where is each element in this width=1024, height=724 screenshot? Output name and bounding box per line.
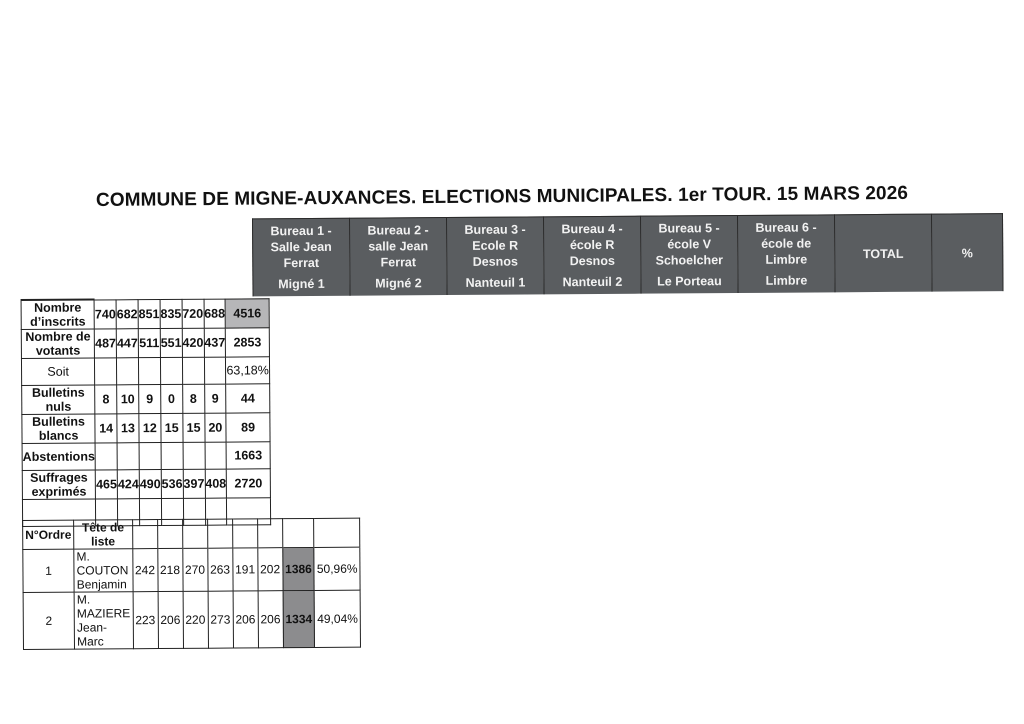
bureau-name: Bureau 2 - salle Jean Ferrat xyxy=(367,223,429,270)
cell-value xyxy=(182,357,204,384)
bureau-header-1 xyxy=(252,218,350,297)
vote-count: 191 xyxy=(232,548,257,591)
head-of-list: M. COUTON Benjamin xyxy=(74,549,133,592)
row-label: Nombre de votants xyxy=(21,329,94,359)
cell-value: 12 xyxy=(139,414,161,443)
vote-count: 218 xyxy=(157,548,182,591)
cell-value: 397 xyxy=(183,469,205,498)
cell-value xyxy=(139,443,161,470)
total-cell: 63,18% xyxy=(226,357,270,384)
vote-count: 202 xyxy=(257,548,282,591)
cell-value: 490 xyxy=(139,470,161,499)
cell-value: 551 xyxy=(160,328,182,357)
lists-table xyxy=(22,518,361,650)
total-cell: 44 xyxy=(226,384,270,413)
cell-value xyxy=(117,443,139,470)
cell-value: 720 xyxy=(182,299,204,329)
cell-value: 437 xyxy=(204,328,226,357)
vote-percent: 50,96% xyxy=(314,547,360,590)
cell-value: 851 xyxy=(138,299,160,329)
bureau-name: Bureau 4 - école R Desnos xyxy=(561,221,623,269)
lists-header-row xyxy=(23,518,360,549)
order-number: 1 xyxy=(23,549,74,592)
cell-value: 408 xyxy=(205,469,227,498)
cell-value: 14 xyxy=(95,414,117,443)
cell-value: 465 xyxy=(95,470,117,499)
percent-header: % xyxy=(931,213,1004,292)
total-cell: 4516 xyxy=(225,298,269,328)
bureau-header-4 xyxy=(543,216,641,295)
total-votes: 1334 xyxy=(283,590,315,647)
bureau-name: Bureau 5 - école V Schoelcher xyxy=(655,221,724,268)
bureau-name: Bureau 6 - école de Limbre xyxy=(755,220,817,267)
vote-percent: 49,04% xyxy=(314,590,360,647)
empty-cell xyxy=(182,519,207,548)
cell-value: 740 xyxy=(94,299,116,329)
bureau-header-2 xyxy=(349,217,447,296)
cell-value xyxy=(138,358,160,385)
cell-value: 447 xyxy=(116,329,138,358)
cell-value xyxy=(117,358,139,385)
table-row xyxy=(21,357,269,386)
table-row xyxy=(21,298,269,329)
cell-value: 15 xyxy=(183,413,205,442)
cell-value: 8 xyxy=(95,385,117,414)
cell-value: 688 xyxy=(204,299,226,329)
vote-count: 270 xyxy=(182,548,207,591)
order-header: N°Ordre xyxy=(23,520,74,549)
table-row xyxy=(22,413,270,444)
row-label: Abstentions xyxy=(22,443,95,471)
cell-value xyxy=(183,442,205,469)
bureau-location: Migné 2 xyxy=(375,276,422,291)
row-label: Soit xyxy=(21,358,94,386)
bureau-location: Le Porteau xyxy=(657,274,722,289)
vote-count: 273 xyxy=(208,591,233,648)
cell-value: 487 xyxy=(94,329,116,358)
stats-table xyxy=(21,297,271,527)
bureau-name: Bureau 3 - Ecole R Desnos xyxy=(464,222,526,269)
total-cell: 1663 xyxy=(226,442,270,469)
cell-value: 8 xyxy=(182,384,204,413)
bureau-location: Nanteuil 2 xyxy=(562,274,623,290)
total-cell: 89 xyxy=(226,413,270,442)
head-of-list: M. MAZIERE Jean-Marc xyxy=(74,592,133,649)
empty-cell xyxy=(282,518,314,547)
cell-value xyxy=(95,443,117,470)
vote-count: 242 xyxy=(132,549,157,592)
cell-value: 835 xyxy=(160,299,182,329)
empty-cell xyxy=(314,518,360,547)
cell-value xyxy=(204,357,226,384)
cell-value: 511 xyxy=(138,329,160,358)
bureau-name: Bureau 1 - Salle Jean Ferrat xyxy=(270,223,332,271)
empty-cell xyxy=(157,519,182,548)
table-row xyxy=(22,442,270,471)
vote-count: 206 xyxy=(233,591,258,648)
empty-cell xyxy=(257,519,282,548)
empty-cell xyxy=(232,519,257,548)
list-row xyxy=(23,547,360,592)
vote-count: 223 xyxy=(133,592,158,649)
table-row xyxy=(22,469,270,500)
list-row xyxy=(23,590,360,649)
bureau-location: Migné 1 xyxy=(278,276,325,292)
cell-value: 0 xyxy=(160,384,182,413)
vote-count: 263 xyxy=(207,548,232,591)
total-header: TOTAL xyxy=(834,214,932,293)
cell-value xyxy=(95,358,117,385)
bureau-header-6 xyxy=(737,214,835,293)
cell-value: 424 xyxy=(117,470,139,499)
vote-count: 220 xyxy=(183,591,208,648)
row-label: Nombre d’inscrits xyxy=(21,299,94,329)
cell-value: 682 xyxy=(116,299,138,329)
cell-value: 536 xyxy=(161,469,183,498)
total-cell: 2853 xyxy=(226,328,270,357)
vote-count: 206 xyxy=(258,591,283,648)
cell-value: 10 xyxy=(117,385,139,414)
bureau-header-5 xyxy=(640,215,738,294)
cell-value: 20 xyxy=(204,413,226,442)
cell-value: 9 xyxy=(204,384,226,413)
empty-cell xyxy=(207,519,232,548)
cell-value xyxy=(161,442,183,469)
cell-value: 9 xyxy=(139,385,161,414)
header-row xyxy=(252,213,1004,296)
bureau-location: Nanteuil 1 xyxy=(465,275,526,290)
total-votes: 1386 xyxy=(282,547,314,590)
table-row xyxy=(22,384,270,415)
row-label: Bulletins blancs xyxy=(22,414,95,444)
cell-value xyxy=(160,357,182,384)
empty-cell xyxy=(132,520,157,549)
cell-value: 13 xyxy=(117,414,139,443)
cell-value: 420 xyxy=(182,328,204,357)
row-label: Bulletins nuls xyxy=(22,385,95,415)
vote-count: 206 xyxy=(158,591,183,648)
cell-value: 15 xyxy=(161,413,183,442)
order-number: 2 xyxy=(23,592,75,649)
row-label: Suffrages exprimés xyxy=(22,470,95,500)
page-title: COMMUNE DE MIGNE-AUXANCES. ELECTIONS MUNICIPALES. 1er TOUR. 15 MARS 2026 xyxy=(95,182,909,211)
cell-value xyxy=(205,442,227,469)
bureau-location: Limbre xyxy=(765,273,808,288)
head-of-list-header: Tête de liste xyxy=(74,520,133,549)
bureau-header-3 xyxy=(446,216,544,295)
total-cell: 2720 xyxy=(227,469,271,498)
table-row xyxy=(21,328,269,359)
